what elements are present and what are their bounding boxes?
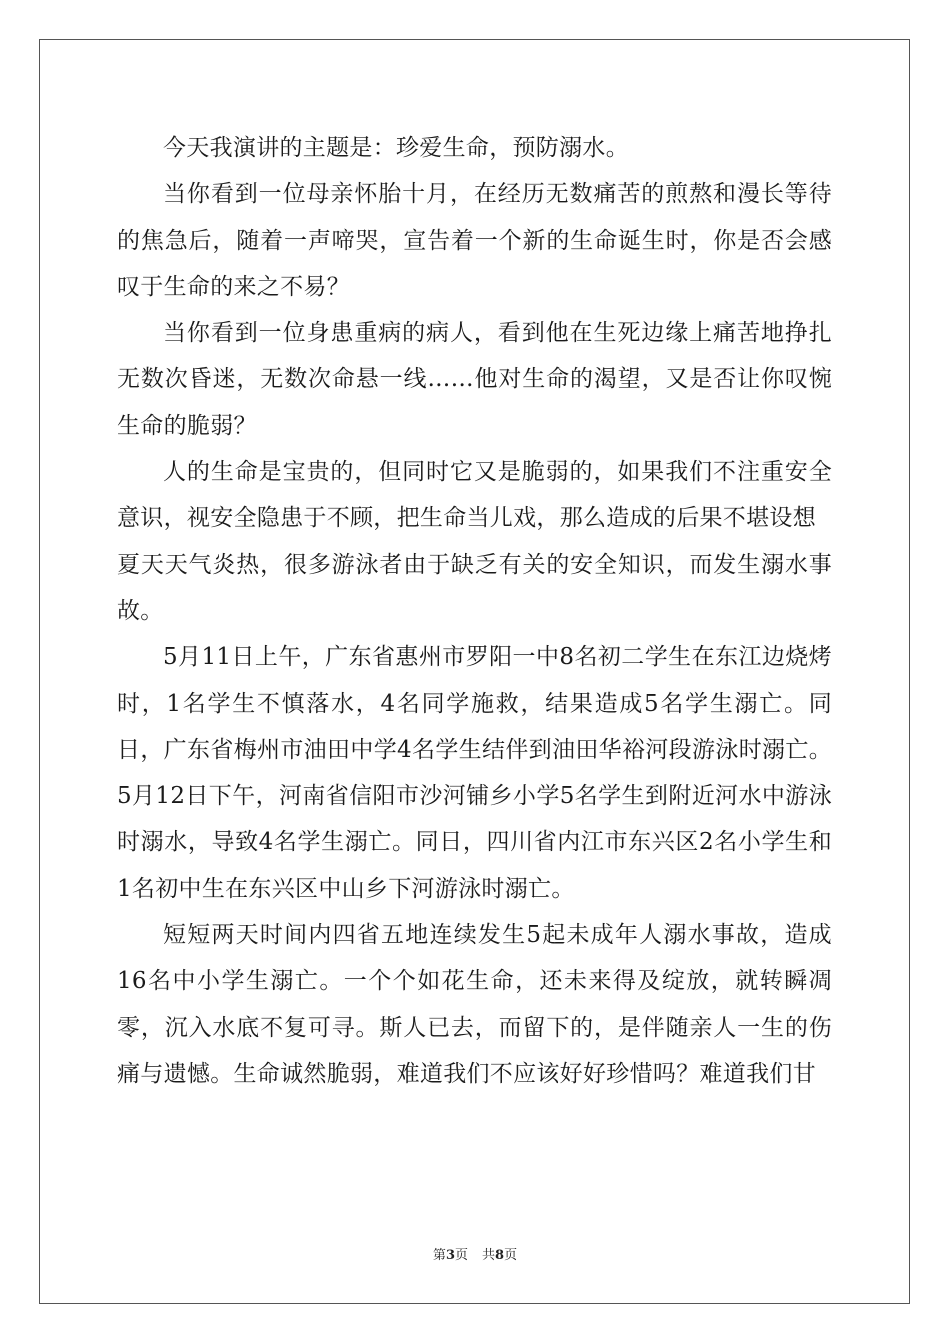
total-suffix: 页 (504, 1248, 518, 1263)
total-prefix: 共 (482, 1248, 496, 1263)
page-number: 3 (445, 1248, 455, 1263)
total-pages: 8 (495, 1248, 505, 1263)
paragraph-5: 5月11日上午，广东省惠州市罗阳一中8名初二学生在东江边烧烤时，1名学生不慎落水，4名同学施救，结果造成5名学生溺亡。同日，广东省梅州市油田中学4名学生结伴到油田华裕河段游泳时溺亡。5月12日下午，河南省信阳市沙河铺乡小学5名学生到附近河水中游泳时溺水，导致4名学生溺亡。同日，四川省内江市东兴区2名小学生和1名初中生在东兴区中山乡下河游泳时溺亡。 (117, 644, 832, 902)
paragraph-4: 人的生命是宝贵的，但同时它又是脆弱的，如果我们不注重安全意识，视安全隐患于不顾，把生命当儿戏，那么造成的后果不堪设想 夏天天气炎热，很多游泳者由于缺乏有关的安全知识，而发生溺水事故。 (117, 459, 832, 624)
page-footer (0, 1244, 950, 1263)
paragraph-1: 今天我演讲的主题是：珍爱生命，预防溺水。 (163, 135, 629, 161)
document-body (117, 125, 832, 1097)
paragraph-3: 当你看到一位身患重病的病人，看到他在生死边缘上痛苦地挣扎无数次昏迷，无数次命悬一线……他对生命的渴望，又是否让你叹惋生命的脆弱？ (117, 320, 832, 439)
paragraph-6: 短短两天时间内四省五地连续发生5起未成年人溺水事故，造成16名中小学生溺亡。一个个如花生命，还未来得及绽放，就转瞬凋零，沉入水底不复可寻。斯人已去，而留下的，是伴随亲人一生的伤痛与遗憾。生命诚然脆弱，难道我们不应该好好珍惜吗？难道我们甘 (117, 922, 832, 1087)
page-prefix: 第 (432, 1248, 446, 1263)
paragraph-2: 当你看到一位母亲怀胎十月，在经历无数痛苦的煎熬和漫长等待的焦急后，随着一声啼哭，宣告着一个新的生命诞生时，你是否会感叹于生命的来之不易？ (117, 181, 832, 300)
page-suffix: 页 (454, 1248, 468, 1263)
